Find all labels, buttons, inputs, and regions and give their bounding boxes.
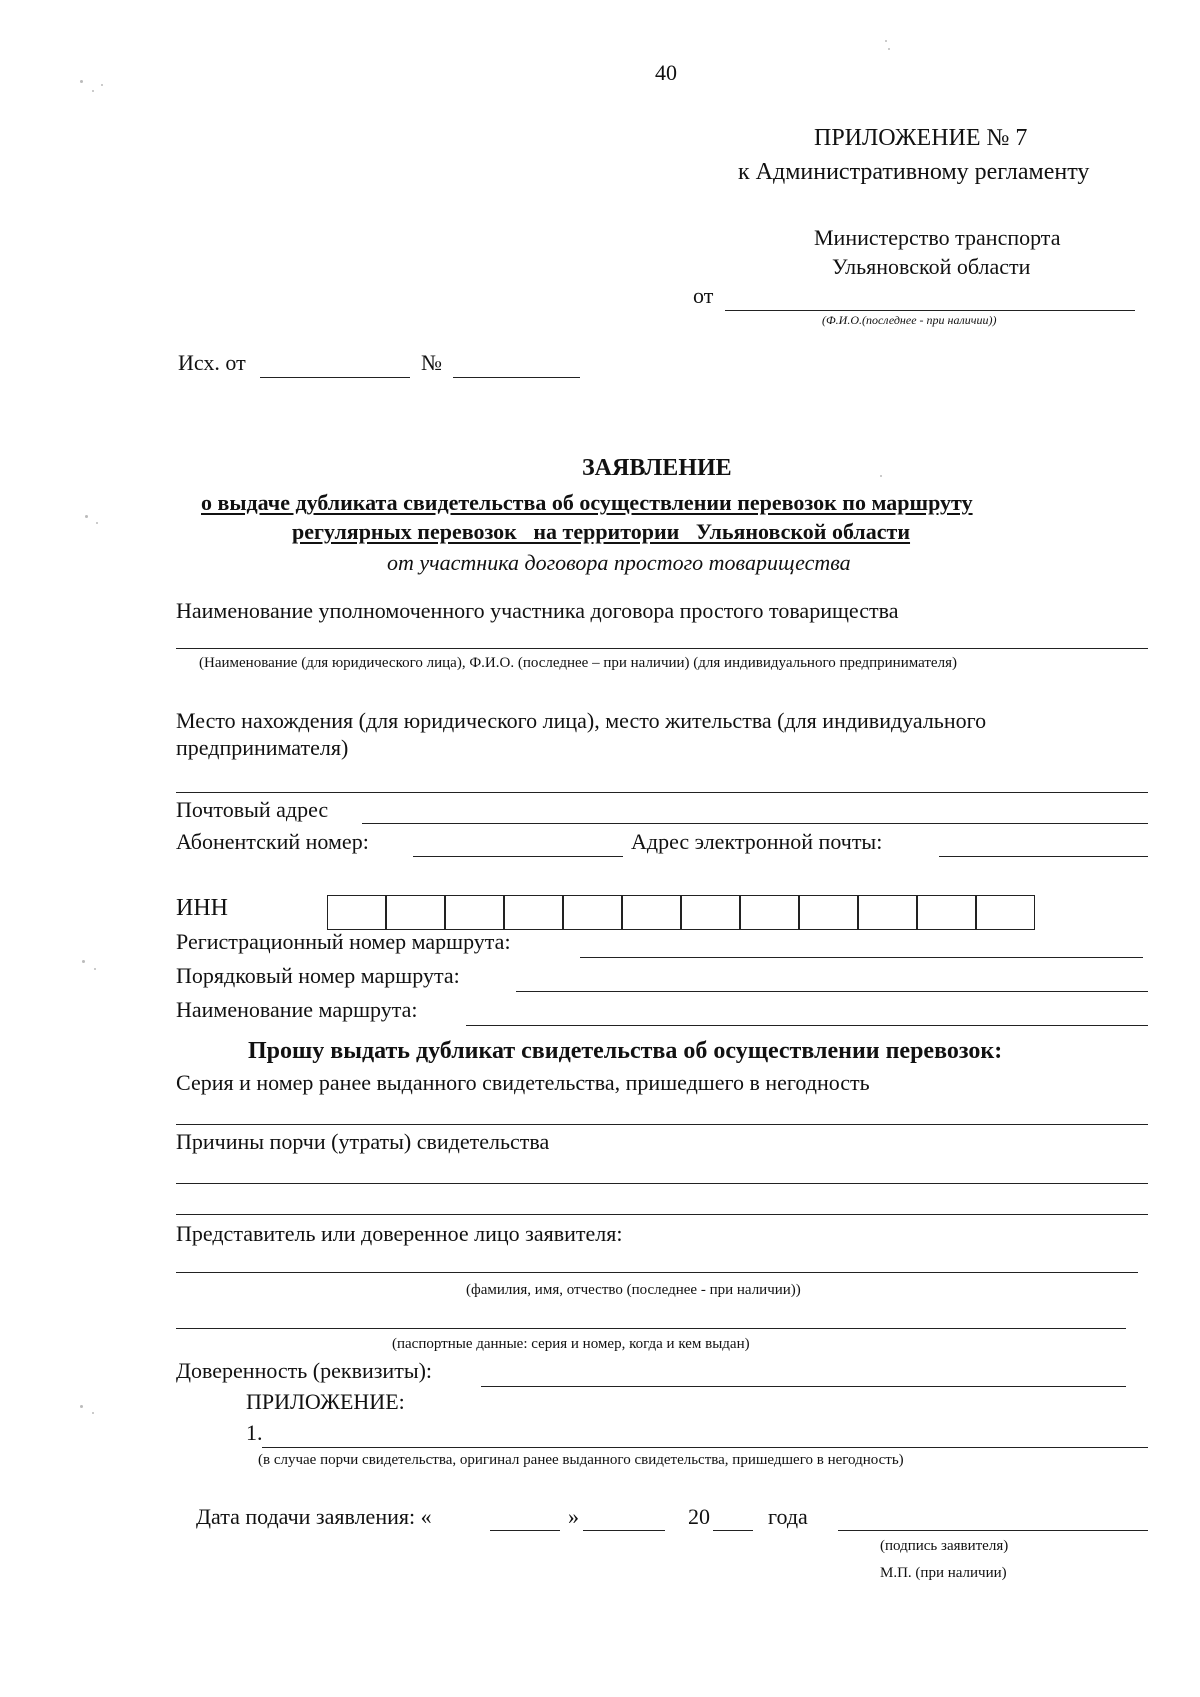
form-subject-line-3: от участника договора простого товарищества bbox=[387, 550, 851, 575]
stamp-hint: М.П. (при наличии) bbox=[880, 1565, 1007, 1581]
passport-field[interactable] bbox=[176, 1328, 1126, 1329]
inn-digit-cell[interactable] bbox=[858, 895, 917, 930]
inn-label: ИНН bbox=[176, 895, 228, 921]
outgoing-date-field[interactable] bbox=[260, 377, 410, 378]
attachment-item: 1. bbox=[246, 1420, 263, 1445]
inn-digit-cell[interactable] bbox=[681, 895, 740, 930]
addressee-line-2: Ульяновской области bbox=[832, 254, 1031, 279]
inn-digit-cell[interactable] bbox=[740, 895, 799, 930]
inn-digit-cell[interactable] bbox=[327, 895, 386, 930]
from-hint: (Ф.И.О.(последнее - при наличии)) bbox=[822, 313, 997, 327]
request-title: Прошу выдать дубликат свидетельства об осуществлении перевозок: bbox=[248, 1038, 1003, 1064]
representative-label: Представитель или доверенное лицо заявителя: bbox=[176, 1221, 623, 1246]
location-label-1: Место нахождения (для юридического лица), место жительства (для индивидуального bbox=[176, 708, 987, 733]
reasons-label: Причины порчи (утраты) свидетельства bbox=[176, 1129, 550, 1154]
signature-hint: (подпись заявителя) bbox=[880, 1538, 1009, 1554]
appendix-title: ПРИЛОЖЕНИЕ № 7 bbox=[814, 125, 1028, 151]
email-field[interactable] bbox=[939, 856, 1148, 857]
inn-digit-cell[interactable] bbox=[917, 895, 976, 930]
location-field[interactable] bbox=[176, 792, 1148, 793]
power-of-attorney-label: Доверенность (реквизиты): bbox=[176, 1358, 433, 1383]
inn-digit-cell[interactable] bbox=[504, 895, 563, 930]
submission-year-prefix: 20 bbox=[688, 1504, 710, 1529]
inn-digit-cell[interactable] bbox=[386, 895, 445, 930]
fio-hint: (фамилия, имя, отчество (последнее - при наличии)) bbox=[466, 1282, 801, 1298]
reasons-field-1[interactable] bbox=[176, 1183, 1148, 1184]
appendix-subtitle: к Административному регламенту bbox=[738, 159, 1090, 185]
passport-hint: (паспортные данные: серия и номер, когда и кем выдан) bbox=[392, 1336, 750, 1352]
attachment-field[interactable] bbox=[262, 1447, 1148, 1448]
participant-label: Наименование уполномоченного участника договора простого товарищества bbox=[176, 598, 899, 623]
email-label: Адрес электронной почты: bbox=[631, 829, 883, 854]
outgoing-date-label: Исх. от bbox=[178, 350, 246, 375]
submission-date-label: Дата подачи заявления: « bbox=[196, 1504, 432, 1529]
phone-label: Абонентский номер: bbox=[176, 829, 369, 854]
postal-label: Почтовый адрес bbox=[176, 797, 329, 822]
route-reg-field[interactable] bbox=[580, 957, 1143, 958]
form-subject-line-1: о выдаче дубликата свидетельства об осуществлении перевозок по маршруту bbox=[201, 490, 973, 515]
from-field[interactable] bbox=[725, 310, 1135, 311]
route-seq-field[interactable] bbox=[516, 991, 1148, 992]
series-label: Серия и номер ранее выданного свидетельства, пришедшего в негодность bbox=[176, 1070, 870, 1095]
phone-field[interactable] bbox=[413, 856, 623, 857]
inn-digit-cell[interactable] bbox=[445, 895, 504, 930]
page-number: 40 bbox=[655, 60, 677, 85]
attachment-hint: (в случае порчи свидетельства, оригинал ранее выданного свидетельства, пришедшего в негодность) bbox=[258, 1452, 904, 1468]
participant-hint: (Наименование (для юридического лица), Ф.И.О. (последнее – при наличии) (для индивидуального предпринимателя) bbox=[199, 655, 957, 671]
location-label-2: предпринимателя) bbox=[176, 735, 349, 760]
route-reg-label: Регистрационный номер маршрута: bbox=[176, 929, 511, 954]
postal-field[interactable] bbox=[362, 823, 1148, 824]
submission-date-close: » bbox=[568, 1504, 579, 1529]
addressee-line-1: Министерство транспорта bbox=[814, 225, 1061, 250]
submission-month-field[interactable] bbox=[583, 1530, 665, 1531]
reasons-field-2[interactable] bbox=[176, 1214, 1148, 1215]
inn-digit-cell[interactable] bbox=[622, 895, 681, 930]
route-seq-label: Порядковый номер маршрута: bbox=[176, 963, 460, 988]
signature-field[interactable] bbox=[838, 1530, 1148, 1531]
attachment-title: ПРИЛОЖЕНИЕ: bbox=[246, 1389, 405, 1414]
from-label: от bbox=[693, 283, 714, 308]
route-name-label: Наименование маршрута: bbox=[176, 997, 418, 1022]
submission-year-suffix: года bbox=[768, 1504, 808, 1529]
inn-digit-cell[interactable] bbox=[563, 895, 622, 930]
submission-year-field[interactable] bbox=[713, 1530, 753, 1531]
submission-day-field[interactable] bbox=[490, 1530, 560, 1531]
participant-field[interactable] bbox=[176, 648, 1148, 649]
series-field[interactable] bbox=[176, 1124, 1148, 1125]
form-subject-line-2: регулярных перевозок на территории Ульяновской области bbox=[292, 519, 911, 544]
inn-digit-cell[interactable] bbox=[976, 895, 1035, 930]
route-name-field[interactable] bbox=[466, 1025, 1148, 1026]
inn-digit-cell[interactable] bbox=[799, 895, 858, 930]
outgoing-number-label: № bbox=[421, 350, 442, 375]
form-title: ЗАЯВЛЕНИЕ bbox=[582, 455, 732, 481]
representative-field[interactable] bbox=[176, 1272, 1138, 1273]
outgoing-number-field[interactable] bbox=[453, 377, 580, 378]
power-of-attorney-field[interactable] bbox=[481, 1386, 1126, 1387]
